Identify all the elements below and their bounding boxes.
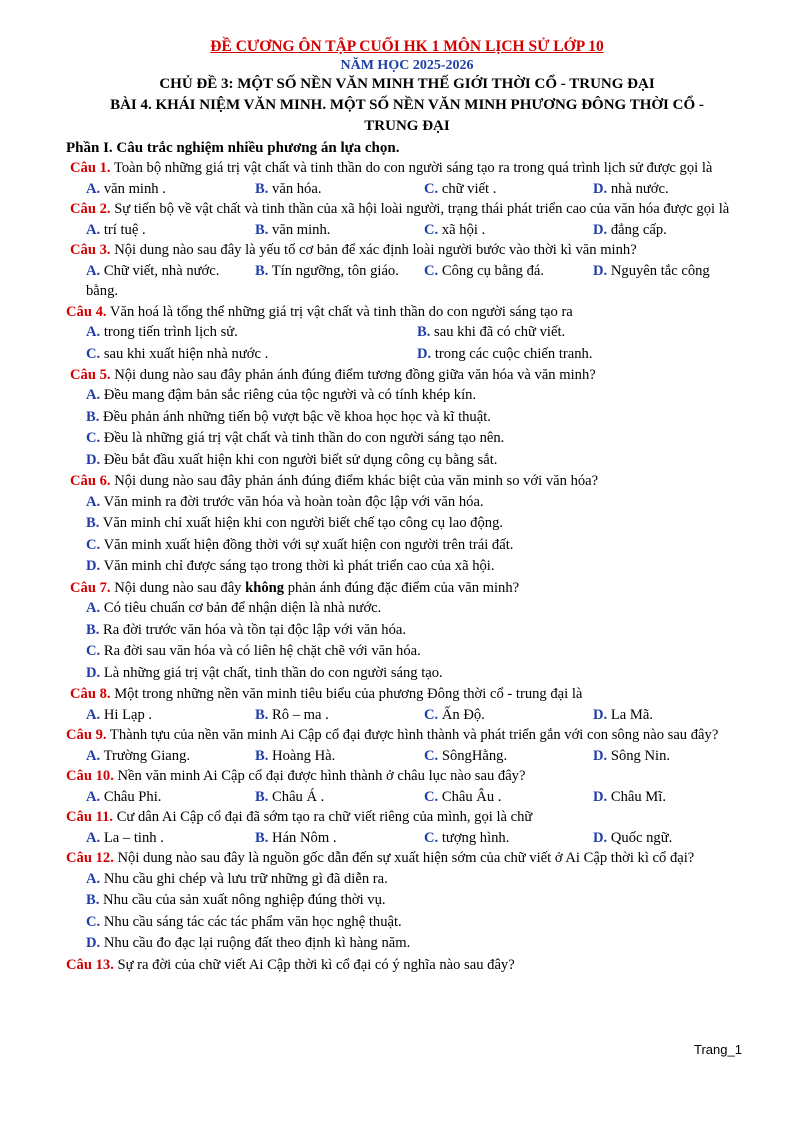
question-1: [66, 158, 748, 179]
question-text: Nền văn minh Ai Cập cổ đại được hình thành ở châu lục nào sau đây?: [113, 768, 526, 784]
options-row: [66, 322, 748, 343]
option-a[interactable]: A. Hi Lạp .: [86, 706, 153, 723]
question-number: Câu 5.: [70, 366, 111, 383]
option-b[interactable]: B. văn hóa.: [255, 180, 322, 197]
question-number: Câu 1.: [70, 160, 111, 176]
page-number: Trang_1: [694, 1042, 742, 1057]
option-a[interactable]: A. Có tiêu chuẩn cơ bản để nhận diện là nhà nước.: [86, 600, 382, 616]
option-c[interactable]: C. xã hội .: [424, 221, 486, 238]
question-8: [66, 684, 748, 705]
option-d[interactable]: D. nhà nước.: [593, 180, 669, 197]
option-c[interactable]: C. Đều là những giá trị vật chất và tinh thần do con người sáng tạo nên.: [86, 430, 505, 446]
options-row: [66, 828, 748, 849]
option-d[interactable]: D. đẳng cấp.: [593, 221, 667, 238]
options-row: [66, 746, 748, 767]
option-d[interactable]: D. Châu Mĩ.: [593, 788, 666, 805]
option-c[interactable]: C. Ra đời sau văn hóa và có liên hệ chặt chẽ với văn hóa.: [86, 643, 421, 659]
lesson-heading-line2: TRUNG ĐẠI: [364, 118, 450, 134]
question-text: Nội dung nào sau đây là nguồn gốc dẫn đến sự xuất hiện sớm của chữ viết ở Ai Cập thời kì cổ đại?: [113, 850, 695, 866]
question-10: [66, 766, 748, 787]
question-text: Sự ra đời của chữ viết Ai Cập thời kì cổ đại có ý nghĩa nào sau đây?: [113, 956, 515, 973]
option-d-continuation: bằng.: [86, 283, 119, 299]
option-a[interactable]: A. Đều mang đậm bản sắc riêng của tộc người và có tính khép kín.: [86, 387, 477, 403]
option-b[interactable]: B. Hán Nôm .: [255, 829, 337, 846]
option-b[interactable]: B. Hoàng Hà.: [255, 747, 336, 764]
options-row: [66, 179, 748, 200]
question-number: Câu 2.: [70, 201, 111, 217]
document-title: ĐỀ CƯƠNG ÔN TẬP CUỐI HK 1 MÔN LỊCH SỬ LỚP 10: [210, 38, 604, 55]
question-text: Nội dung nào sau đây là yếu tố cơ bản để xác định loài người bước vào thời kì văn minh?: [110, 242, 637, 258]
question-number: Câu 7.: [70, 579, 111, 596]
question-text: Thành tựu của nền văn minh Ai Cập cổ đại được hình thành và phát triển gắn với con sông nào sau đây?: [106, 727, 719, 743]
option-d[interactable]: D. Nhu cầu đo đạc lại ruộng đất theo định kì hàng năm.: [86, 935, 411, 951]
options-row: [66, 705, 748, 726]
option-a[interactable]: A. trong tiến trình lịch sử.: [86, 324, 238, 340]
question-number: Câu 3.: [70, 242, 111, 258]
option-c[interactable]: C. Công cụ bằng đá.: [424, 262, 544, 279]
option-a[interactable]: A. Chữ viết, nhà nước.: [86, 262, 220, 279]
question-2: [66, 199, 748, 220]
question-9: [66, 725, 748, 746]
question-text: Sự tiến bộ về vật chất và tinh thần của xã hội loài người, trạng thái phát triển cao của văn hóa được gọi là: [110, 201, 730, 217]
option-d[interactable]: D. Nguyên tắc công: [593, 262, 710, 279]
option-c[interactable]: C. Ấn Độ.: [424, 706, 485, 723]
question-7: Câu 7. Nội dung nào sau đây không phản ánh đúng đặc điểm của văn minh?: [70, 579, 520, 596]
question-number: Câu 11.: [66, 809, 114, 825]
topic-heading: CHỦ ĐỀ 3: MỘT SỐ NỀN VĂN MINH THẾ GIỚI THỜI CỔ - TRUNG ĐẠI: [159, 76, 655, 92]
option-d[interactable]: D. Văn minh chỉ được sáng tạo trong thời kì phát triển cao của xã hội.: [86, 558, 495, 574]
option-c[interactable]: C. SôngHằng.: [424, 747, 508, 764]
document-page: [66, 36, 748, 975]
options-row: [66, 787, 748, 808]
option-b[interactable]: B. Nhu cầu của sản xuất nông nghiệp đúng thời vụ.: [86, 892, 386, 908]
question-4: [66, 302, 748, 323]
question-number: Câu 6.: [70, 473, 111, 489]
question-12: [66, 848, 748, 869]
options-row: [66, 261, 748, 282]
question-text: Toàn bộ những giá trị vật chất và tinh thần do con người sáng tạo ra trong quá trình lịch sử được gọi là: [110, 160, 713, 176]
option-c[interactable]: C. Nhu cầu sáng tác các tác phẩm văn học nghệ thuật.: [86, 913, 402, 930]
option-d[interactable]: D. La Mã.: [593, 706, 653, 723]
question-text: Nội dung nào sau đây phản ánh đúng điểm khác biệt của văn minh so với văn hóa?: [110, 473, 599, 489]
option-c[interactable]: C. Văn minh xuất hiện đồng thời với sự xuất hiện con người trên trái đất.: [86, 536, 514, 553]
option-a[interactable]: A. Trường Giang.: [86, 747, 191, 764]
question-text: Một trong những nền văn minh tiêu biểu của phương Đông thời cổ - trung đại là: [110, 686, 583, 702]
option-d[interactable]: D. Sông Nin.: [593, 747, 671, 764]
question-number: Câu 8.: [70, 686, 111, 702]
options-row: [66, 343, 748, 365]
options-row: [66, 220, 748, 241]
option-c[interactable]: C. chữ viết .: [424, 180, 497, 197]
question-number: Câu 4.: [66, 303, 107, 320]
question-text: Nội dung nào sau đây phản ánh đúng điểm tương đồng giữa văn hóa và văn minh?: [110, 366, 596, 383]
option-b[interactable]: B. văn minh.: [255, 221, 331, 238]
option-b[interactable]: B. Ra đời trước văn hóa và tồn tại độc lập với văn hóa.: [86, 621, 407, 638]
emphasis-word: không: [245, 579, 285, 596]
question-number: Câu 10.: [66, 768, 114, 784]
option-a[interactable]: A. La – tinh .: [86, 829, 164, 846]
option-b[interactable]: B. Đều phản ánh những tiến bộ vượt bậc về khoa học học và kĩ thuật.: [86, 408, 491, 425]
question-11: [66, 807, 748, 828]
question-5: [66, 365, 748, 386]
option-d[interactable]: D. Là những giá trị vật chất, tinh thần do con người sáng tạo.: [86, 664, 443, 681]
question-text: Cư dân Ai Cập cổ đại đã sớm tạo ra chữ viết riêng của mình, gọi là chữ: [113, 809, 533, 825]
option-b[interactable]: B. Rô – ma .: [255, 706, 329, 723]
option-a[interactable]: A. Châu Phi.: [86, 788, 162, 805]
option-c[interactable]: C. sau khi xuất hiện nhà nước .: [86, 345, 269, 362]
option-c[interactable]: C. Châu Âu .: [424, 788, 502, 805]
option-b[interactable]: B. Văn minh chỉ xuất hiện khi con người biết chế tạo công cụ lao động.: [86, 515, 504, 531]
question-number: Câu 9.: [66, 727, 107, 743]
option-a[interactable]: A. Văn minh ra đời trước văn hóa và hoàn toàn độc lập với văn hóa.: [86, 493, 484, 510]
question-13: [66, 955, 748, 976]
option-b[interactable]: B. sau khi đã có chữ viết.: [417, 324, 566, 340]
option-d[interactable]: D. Đều bắt đầu xuất hiện khi con người biết sử dụng công cụ bằng sắt.: [86, 451, 498, 468]
option-a[interactable]: A. Nhu cầu ghi chép và lưu trữ những gì đã diễn ra.: [86, 870, 388, 887]
question-3: [66, 240, 748, 261]
option-c[interactable]: C. tượng hình.: [424, 829, 510, 846]
question-number: Câu 12.: [66, 850, 114, 866]
option-d[interactable]: D. trong các cuộc chiến tranh.: [417, 345, 593, 362]
option-a[interactable]: A. văn minh .: [86, 180, 166, 197]
question-6: [66, 471, 748, 492]
option-a[interactable]: A. trí tuệ .: [86, 221, 146, 238]
question-number: Câu 13.: [66, 956, 114, 973]
option-b[interactable]: B. Tín ngưỡng, tôn giáo.: [255, 262, 399, 279]
option-d[interactable]: D. Quốc ngữ.: [593, 829, 673, 846]
part-title: Phần I. Câu trắc nghiệm nhiều phương án lựa chọn.: [66, 140, 400, 156]
option-b[interactable]: B. Châu Á .: [255, 788, 325, 805]
school-year: NĂM HỌC 2025-2026: [340, 58, 474, 73]
question-text: Văn hoá là tổng thể những giá trị vật chất và tinh thần do con người sáng tạo ra: [106, 303, 573, 320]
lesson-heading-line1: BÀI 4. KHÁI NIỆM VĂN MINH. MỘT SỐ NỀN VĂN MINH PHƯƠNG ĐÔNG THỜI CỔ -: [110, 97, 704, 113]
